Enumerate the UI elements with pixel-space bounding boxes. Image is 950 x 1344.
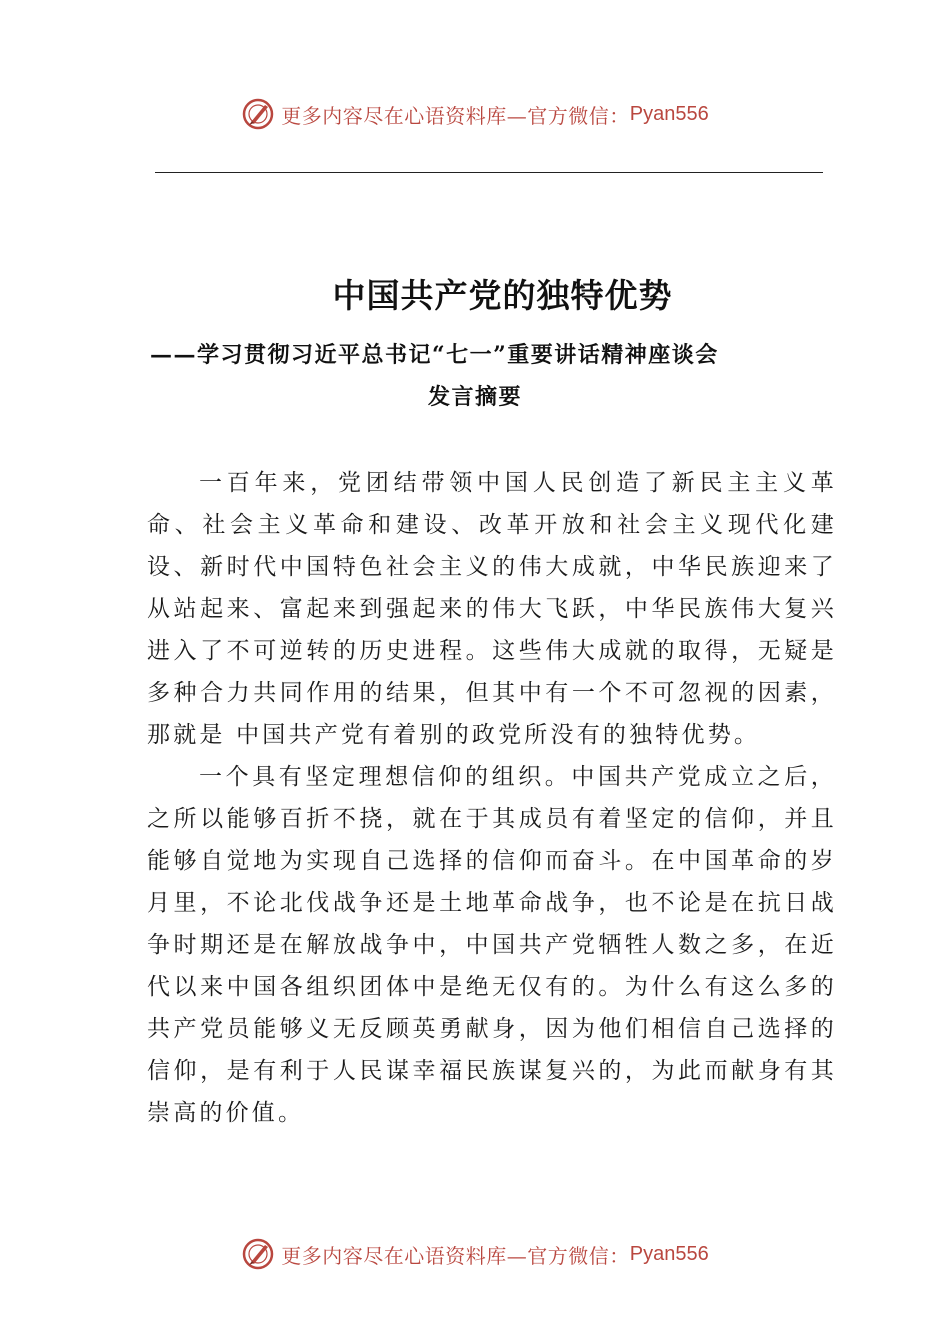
body-paragraph: 一百年来，党团结带领中国人民创造了新民主主义革命、社会主义革命和建设、改革开放和社会主义现代化建设、新时代中国特色社会主义的伟大成就，中华民族迎来了从站起来、富起来到强起来的伟大飞跃，中华民族伟大复兴进入了不可逆转的历史进程。这些伟大成就的取得，无疑是多种合力共同作用的结果，但其中有一个不可忽视的因素，那就是 中国共产党有着别的政党所没有的独特优势。 bbox=[147, 470, 837, 748]
header-divider bbox=[155, 172, 823, 173]
footer-banner bbox=[0, 1232, 950, 1276]
footer-wechat-id: Pyan556 bbox=[629, 1242, 709, 1265]
header-banner bbox=[0, 92, 950, 136]
header-wechat-id: Pyan556 bbox=[629, 102, 709, 125]
document-title: 中国共产党的独特优势 bbox=[332, 276, 673, 315]
footer-banner-content bbox=[241, 1237, 708, 1271]
quill-seal-icon bbox=[241, 1237, 275, 1271]
body-paragraph: 一个具有坚定理想信仰的组织。中国共产党成立之后，之所以能够百折不挠，就在于其成员有着坚定的信仰，并且能够自觉地为实现自己选择的信仰而奋斗。在中国革命的岁月里，不论北伐战争还是土地革命战争，也不论是在抗日战争时期还是在解放战争中，中国共产党牺牲人数之多，在近代以来中国各组织团体中是绝无仅有的。为什么有这么多的共产党员能够义无反顾英勇献身，因为他们相信自己选择的信仰，是有利于人民谋幸福民族谋复兴的，为此而献身有其崇高的价值。 bbox=[147, 764, 837, 1126]
document-body bbox=[147, 462, 837, 1134]
document-subtitle-line1: ——学习贯彻习近平总书记“七一”重要讲话精神座谈会 bbox=[150, 342, 719, 368]
header-banner-content bbox=[241, 97, 708, 131]
footer-banner-text: 更多内容尽在心语资料库—官方微信： bbox=[281, 1243, 630, 1268]
quill-seal-icon bbox=[241, 97, 275, 131]
header-banner-text: 更多内容尽在心语资料库—官方微信： bbox=[281, 103, 630, 128]
document-subtitle-line2: 发言摘要 bbox=[427, 384, 522, 410]
